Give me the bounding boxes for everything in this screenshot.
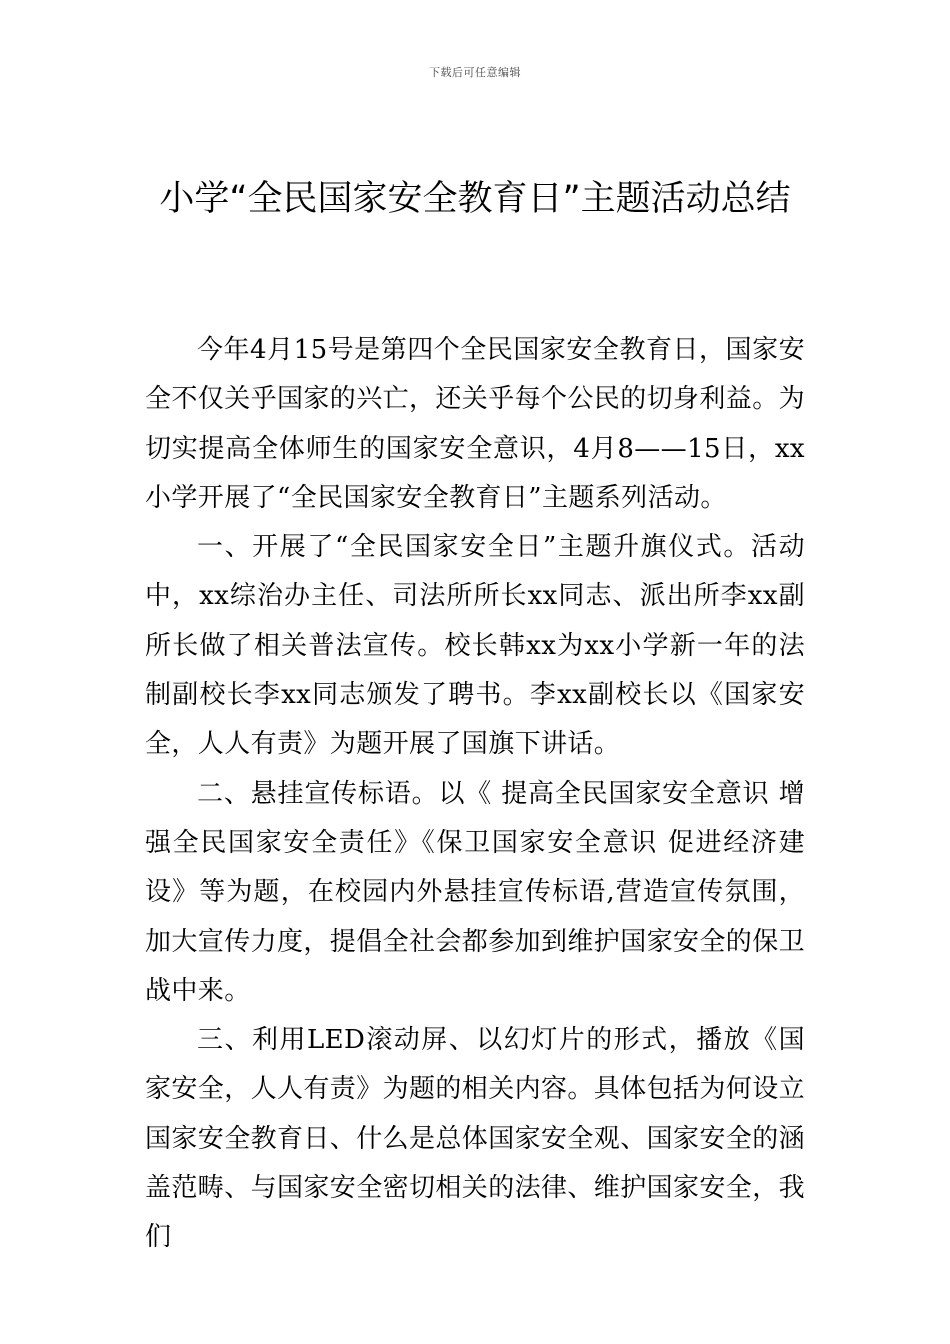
page-header-note: 下载后可任意编辑 xyxy=(429,66,521,79)
paragraph-led-screen: 三、利用LED滚动屏、以幻灯片的形式，播放《国家安全，人人有责》为题的相关内容。具体包括为何设立国家安全教育日、什么是总体国家安全观、国家安全的涵盖范畴、与国家安全密切相关的法律、维护国家安全，我们 xyxy=(145,1025,806,1253)
paragraph-flag-ceremony: 一、开展了“全民国家安全日”主题升旗仪式。活动中，xx综治办主任、司法所所长xx同志、派出所李xx副所长做了相关普法宣传。校长韩xx为xx小学新一年的法制副校长李xx同志颁发了聘书。李xx副校长以《国家安全，人人有责》为题开展了国旗下讲话。 xyxy=(145,532,805,760)
document-body xyxy=(145,326,805,1263)
document-title: 小学“全民国家安全教育日”主题活动总结 xyxy=(159,179,791,219)
paragraph-slogans: 二、悬挂宣传标语。以《 提高全民国家安全意识 增强全民国家安全责任》《保卫国家安全意识 促进经济建设》等为题，在校园内外悬挂宣传标语,营造宣传氛围，加大宣传力度，提倡全社会都参加到维护国家安全的保卫战中来。 xyxy=(145,778,806,1006)
paragraph-intro: 今年4月15号是第四个全民国家安全教育日，国家安全不仅关乎国家的兴亡，还关乎每个公民的切身利益。为切实提高全体师生的国家安全意识，4月8——15日，xx小学开展了“全民国家安全教育日”主题系列活动。 xyxy=(145,335,806,513)
